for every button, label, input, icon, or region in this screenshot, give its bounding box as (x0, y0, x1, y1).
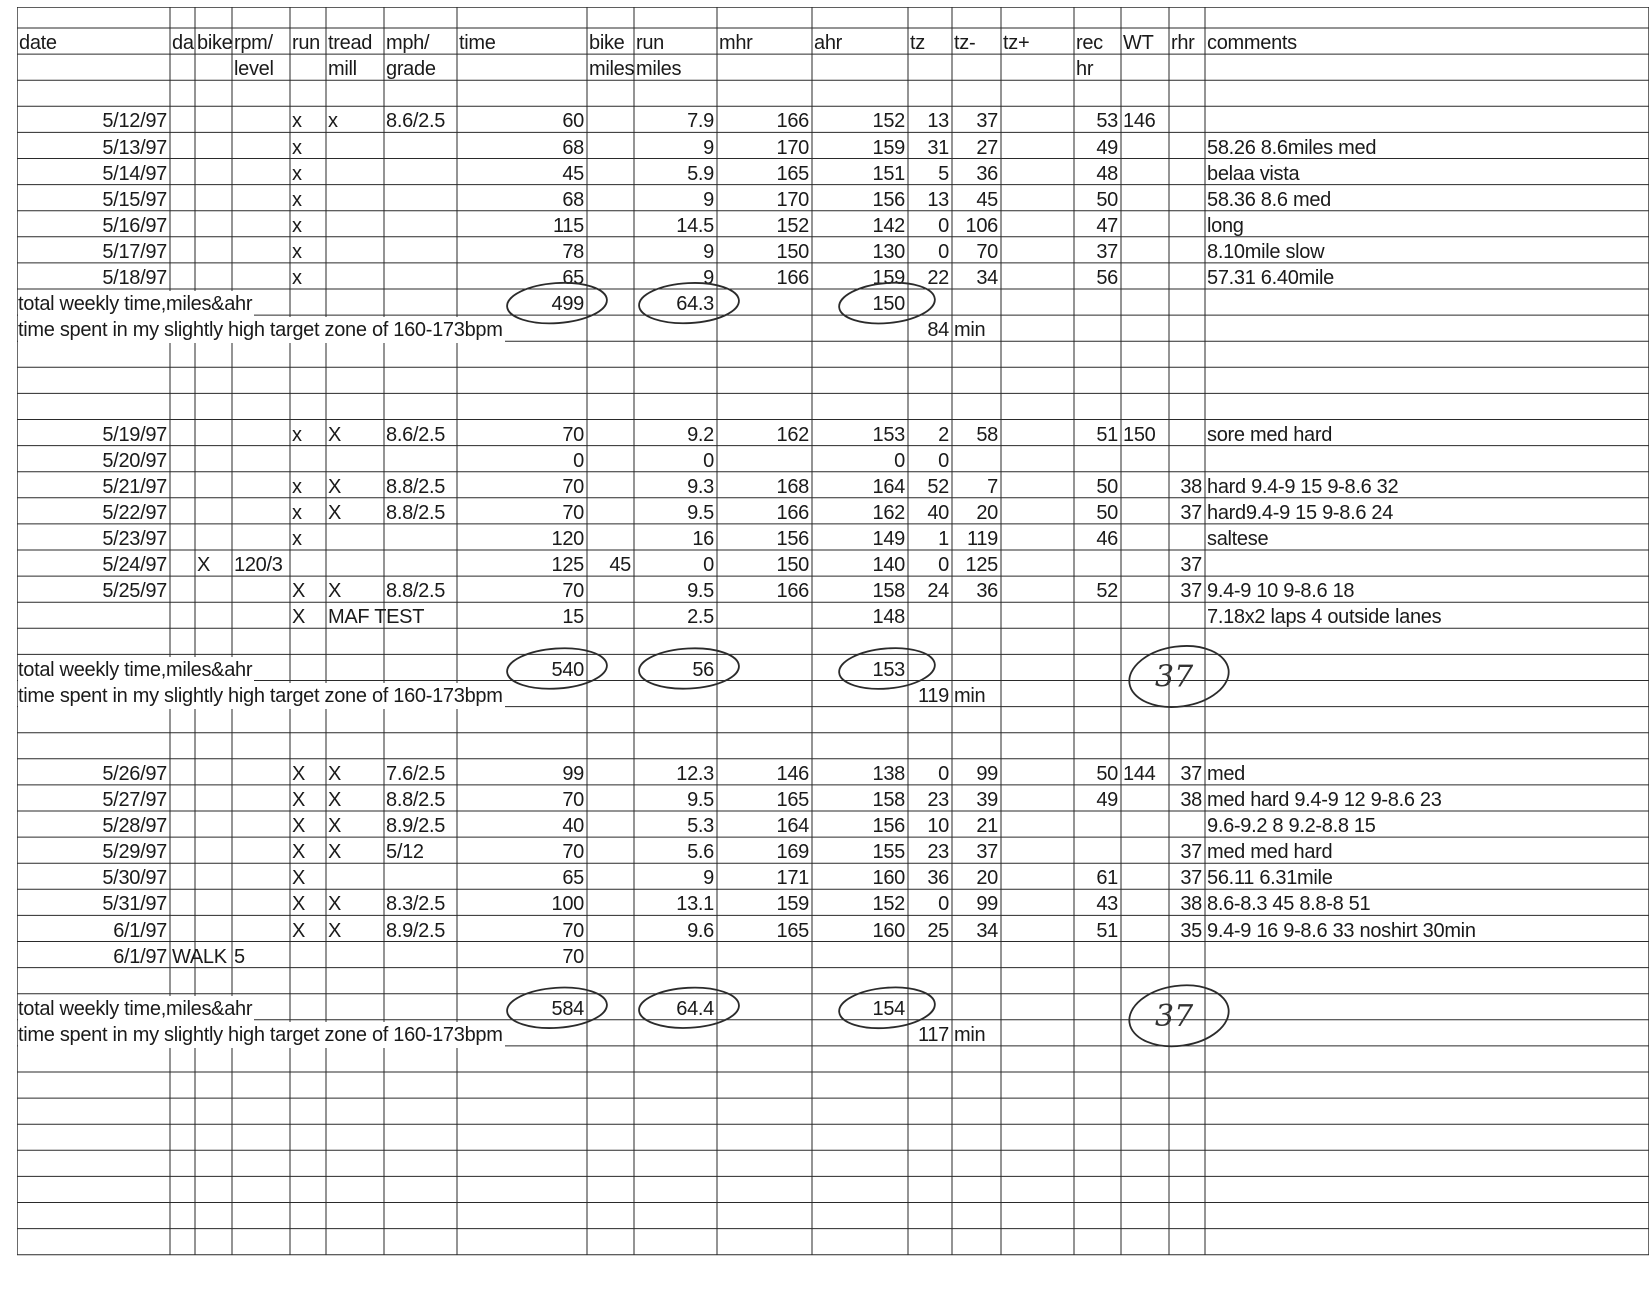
week1-run-miles: 9 (703, 267, 714, 289)
header-rpm-level: rpm/ (234, 32, 273, 55)
week3-ahr: 138 (872, 762, 905, 785)
week2-total-time: 540 (551, 658, 584, 681)
week2-bike: X (197, 554, 211, 577)
week1-wt: 146 (1123, 110, 1156, 133)
week2-mph-grade: 8.6/2.5 (386, 423, 446, 446)
week1-zone-unit: min (954, 319, 986, 342)
week3-comments: 9.4-9 16 9-8.6 33 noshirt 30min (1207, 919, 1476, 942)
week2-time: 70 (562, 501, 584, 524)
week1-comments: 8.10mile slow (1207, 240, 1325, 263)
week1-run: x (292, 240, 302, 263)
week3-rec-hr: 50 (1096, 762, 1118, 785)
week3-run-miles: 5.6 (687, 841, 714, 864)
week3-time: 70 (562, 945, 584, 968)
week2-date: 5/21/97 (102, 475, 167, 498)
week3-tz-minus: 99 (976, 762, 998, 785)
week1-rec-hr: 53 (1096, 110, 1118, 133)
week1-ahr: 159 (872, 267, 905, 289)
week3-run: X (292, 867, 306, 890)
week2-rec-hr: 50 (1096, 475, 1118, 498)
week2-wt: 150 (1123, 423, 1156, 446)
week3-mph-grade: 8.9/2.5 (386, 919, 446, 942)
week2-ahr: 158 (872, 580, 905, 603)
week3-date: 5/29/97 (102, 841, 167, 864)
header-bike: bike (197, 32, 233, 55)
week3-tz: 23 (927, 841, 949, 864)
week1-total-ahr: 150 (872, 293, 905, 316)
week3-treadmill: X (328, 919, 342, 942)
week1-ahr: 159 (872, 136, 905, 159)
week3-tz: 0 (938, 762, 949, 785)
week1-tz: 22 (927, 267, 949, 289)
week3-mhr: 171 (776, 867, 809, 890)
header-da: da (172, 32, 194, 55)
week1-date: 5/14/97 (102, 162, 167, 185)
week3-tz: 23 (927, 789, 949, 811)
week2-treadmill: X (328, 475, 342, 498)
week2-treadmill: X (328, 501, 342, 524)
week1-time: 68 (562, 136, 584, 159)
week2-tz: 40 (927, 501, 949, 524)
week2-comments: saltese (1207, 528, 1269, 550)
week2-run: x (292, 475, 302, 498)
week3-date: 6/1/97 (113, 919, 167, 942)
week3-run: X (292, 893, 306, 916)
week2-treadmill: X (328, 580, 342, 603)
week2-mhr: 166 (776, 580, 809, 603)
week3-date: 5/31/97 (102, 893, 167, 916)
week2-comments: 9.4-9 10 9-8.6 18 (1207, 580, 1355, 603)
week3-mph-grade: 8.8/2.5 (386, 789, 446, 811)
week1-date: 5/18/97 (102, 267, 167, 289)
week3-mhr: 169 (776, 841, 809, 864)
week3-rhr: 38 (1180, 893, 1202, 916)
week1-mhr: 165 (776, 162, 809, 185)
week2-time: 70 (562, 475, 584, 498)
week3-tz-minus: 20 (976, 867, 998, 890)
week2-zone-unit: min (954, 684, 986, 707)
week2-tz-minus: 125 (965, 554, 998, 577)
week1-date: 5/17/97 (102, 240, 167, 263)
header2-run-miles: miles (636, 58, 682, 81)
week1-comments: 58.26 8.6miles med (1207, 136, 1377, 159)
week2-ahr: 164 (872, 475, 905, 498)
week1-rec-hr: 48 (1096, 162, 1118, 185)
week1-ahr: 142 (872, 214, 905, 237)
week3-rpm-level: 5 (234, 945, 245, 968)
week2-ahr: 0 (894, 449, 905, 472)
header-rhr: rhr (1171, 32, 1195, 55)
week3-date: 6/1/97 (113, 945, 167, 968)
week2-run: x (292, 501, 302, 524)
week2-time: 70 (562, 423, 584, 446)
week1-zone-label: time spent in my slightly high target zone of 160-173bpm (18, 319, 503, 342)
week3-tz-minus: 37 (976, 841, 998, 864)
week3-treadmill: X (328, 815, 342, 838)
week2-tz-minus: 119 (967, 528, 998, 550)
week2-ahr: 149 (872, 528, 905, 550)
week2-mph-grade: 8.8/2.5 (386, 475, 446, 498)
week3-run: X (292, 815, 306, 838)
week3-comments: 9.6-9.2 8 9.2-8.8 15 (1207, 815, 1376, 838)
week1-total-label: total weekly time,miles&ahr (18, 293, 253, 316)
week1-mhr: 170 (776, 136, 809, 159)
week1-ahr: 152 (872, 110, 905, 133)
week2-treadmill: X (328, 423, 342, 446)
week1-tz-minus: 106 (965, 214, 998, 237)
week2-rhr: 37 (1180, 501, 1202, 524)
week2-zone-minutes: 119 (918, 684, 949, 707)
week3-total-miles: 64.4 (676, 997, 714, 1020)
week3-mph-grade: 7.6/2.5 (386, 762, 446, 785)
week2-ahr: 153 (872, 423, 905, 446)
week3-zone-label: time spent in my slightly high target zone of 160-173bpm (18, 1023, 503, 1046)
week3-time: 70 (562, 919, 584, 942)
week1-time: 45 (562, 162, 584, 185)
week2-ahr: 162 (872, 501, 905, 524)
week2-run-miles: 16 (692, 528, 714, 550)
week2-run-miles: 9.5 (687, 501, 714, 524)
header-tz-plus: tz+ (1003, 32, 1030, 55)
week2-date: 5/19/97 (102, 423, 167, 446)
week2-run: X (292, 606, 306, 629)
week3-run-miles: 9 (703, 867, 714, 890)
week2-rhr: 37 (1180, 554, 1202, 577)
week3-comments: 56.11 6.31mile (1207, 867, 1333, 890)
training-log-sheet (17, 7, 1649, 1292)
week1-run-miles: 7.9 (687, 110, 714, 133)
week2-total-label: total weekly time,miles&ahr (18, 658, 253, 681)
week1-total-time: 499 (551, 293, 584, 316)
header2-rpm-level: level (234, 58, 274, 81)
week3-treadmill: X (328, 789, 342, 811)
week2-comments: hard9.4-9 15 9-8.6 24 (1207, 501, 1394, 524)
week3-date: 5/27/97 (102, 789, 167, 811)
week1-time: 78 (562, 240, 584, 263)
week1-mph-grade: 8.6/2.5 (386, 110, 446, 133)
week2-mhr: 150 (776, 554, 809, 577)
week3-tz-minus: 39 (976, 789, 998, 811)
week2-mhr: 162 (776, 423, 809, 446)
week1-run-miles: 9 (703, 240, 714, 263)
week1-mhr: 166 (776, 110, 809, 133)
week3-wt: 144 (1123, 762, 1156, 785)
week3-time: 40 (562, 815, 584, 838)
week3-rhr: 37 (1180, 867, 1202, 890)
week1-zone-minutes: 84 (927, 319, 949, 342)
week1-run-miles: 9 (703, 136, 714, 159)
header-comments: comments (1207, 32, 1297, 55)
week1-tz-minus: 70 (976, 240, 998, 263)
week3-rhr: 35 (1180, 919, 1202, 942)
week2-time: 70 (562, 580, 584, 603)
week2-tz: 0 (938, 449, 949, 472)
week1-date: 5/12/97 (102, 110, 167, 133)
header-wt: WT (1123, 32, 1154, 55)
week1-rec-hr: 47 (1096, 214, 1118, 237)
week3-run: X (292, 789, 306, 811)
week2-rhr: 37 (1180, 580, 1202, 603)
week1-time: 115 (553, 214, 584, 237)
week2-mph-grade: 8.8/2.5 (386, 580, 446, 603)
week1-rec-hr: 49 (1096, 136, 1118, 159)
header-bike-miles: bike (589, 32, 625, 55)
week3-ahr: 160 (872, 919, 905, 942)
week3-mph-grade: 8.9/2.5 (386, 815, 446, 838)
week2-run: x (292, 423, 302, 446)
week3-run: X (292, 919, 306, 942)
week3-time: 70 (562, 789, 584, 811)
week3-run-miles: 9.6 (687, 919, 714, 942)
week2-tz-minus: 20 (976, 501, 998, 524)
header-tz-minus: tz- (954, 32, 976, 55)
week1-tz-minus: 36 (976, 162, 998, 185)
week3-run: X (292, 841, 306, 864)
week1-rec-hr: 37 (1096, 240, 1118, 263)
week2-tz: 2 (938, 423, 949, 446)
week2-date: 5/20/97 (102, 449, 167, 472)
week3-tz: 25 (927, 919, 949, 942)
week1-date: 5/13/97 (102, 136, 167, 159)
week2-time: 15 (562, 606, 584, 629)
week3-mhr: 159 (776, 893, 809, 916)
week3-ahr: 160 (872, 867, 905, 890)
header2-treadmill: mill (328, 58, 357, 81)
week3-rec-hr: 51 (1096, 919, 1118, 942)
week2-run: x (292, 528, 302, 550)
week2-rec-hr: 51 (1096, 423, 1118, 446)
week2-date: 5/23/97 (102, 528, 167, 550)
header-run: run (292, 32, 321, 55)
week1-ahr: 151 (872, 162, 905, 185)
week1-ahr: 156 (872, 188, 905, 211)
week3-rec-hr: 49 (1096, 789, 1118, 811)
week1-tz: 31 (927, 136, 949, 159)
week3-ahr: 155 (872, 841, 905, 864)
week1-tz: 13 (927, 110, 949, 133)
week3-run-miles: 5.3 (687, 815, 714, 838)
week2-rec-hr: 46 (1096, 528, 1118, 550)
week3-mph-grade: 8.3/2.5 (386, 893, 446, 916)
week3-ahr: 156 (872, 815, 905, 838)
week3-da: WALK (172, 945, 227, 968)
week2-date: 5/24/97 (102, 554, 167, 577)
week2-rhr: 38 (1180, 475, 1202, 498)
week1-tz: 5 (938, 162, 949, 185)
week3-run-miles: 13.1 (676, 893, 714, 916)
week3-treadmill: X (328, 762, 342, 785)
week1-run: x (292, 214, 302, 237)
week2-ahr: 140 (872, 554, 905, 577)
week1-comments: belaa vista (1207, 162, 1300, 185)
week2-comments: hard 9.4-9 15 9-8.6 32 (1207, 475, 1399, 498)
week2-mhr: 166 (776, 501, 809, 524)
week3-comments: med (1207, 762, 1246, 785)
header-time: time (459, 32, 496, 55)
week3-total-time: 584 (551, 997, 584, 1020)
header-run-miles: run (636, 32, 665, 55)
week1-tz-minus: 45 (976, 188, 998, 211)
week1-run: x (292, 267, 302, 289)
week3-tz-minus: 21 (976, 815, 998, 838)
week3-total-ahr: 154 (872, 997, 905, 1020)
week2-tz-minus: 58 (976, 423, 998, 446)
week3-ahr: 152 (872, 893, 905, 916)
week3-time: 100 (551, 893, 584, 916)
week2-run-miles: 9.5 (687, 580, 714, 603)
week1-ahr: 130 (872, 240, 905, 263)
week1-run: x (292, 136, 302, 159)
week1-tz-minus: 34 (976, 267, 998, 289)
week3-zone-unit: min (954, 1023, 986, 1046)
header-mph-grade: mph/ (386, 32, 430, 55)
header2-rec-hr: hr (1076, 58, 1094, 81)
week3-ahr: 158 (872, 789, 905, 811)
week3-rhr: 37 (1180, 762, 1202, 785)
week3-run-miles: 12.3 (676, 762, 714, 785)
week3-date: 5/30/97 (102, 867, 167, 890)
header-ahr: ahr (814, 32, 843, 55)
week2-total-miles: 56 (692, 658, 714, 681)
week2-run-miles: 0 (703, 449, 714, 472)
week1-tz-minus: 37 (976, 110, 998, 133)
week1-comments: 58.36 8.6 med (1207, 188, 1331, 211)
week2-run-miles: 9.3 (687, 475, 714, 498)
week3-tz-minus: 99 (976, 893, 998, 916)
week3-rec-hr: 43 (1096, 893, 1118, 916)
week2-comments: 7.18x2 laps 4 outside lanes (1207, 606, 1442, 629)
header-rec-hr: rec (1076, 32, 1103, 55)
week2-rec-hr: 52 (1096, 580, 1118, 603)
week3-rhr: 37 (1180, 841, 1202, 864)
week3-treadmill: X (328, 893, 342, 916)
week2-zone-label: time spent in my slightly high target zone of 160-173bpm (18, 684, 503, 707)
week1-rec-hr: 50 (1096, 188, 1118, 211)
week2-bike-miles: 45 (609, 554, 631, 577)
week3-run-miles: 9.5 (687, 789, 714, 811)
week3-mhr: 165 (776, 919, 809, 942)
week2-time: 0 (573, 449, 584, 472)
week2-tz: 52 (927, 475, 949, 498)
week1-mhr: 166 (776, 267, 809, 289)
week2-rpm-level: 120/3 (234, 554, 283, 577)
week3-total-label: total weekly time,miles&ahr (18, 997, 253, 1020)
week3-tz-minus: 34 (976, 919, 998, 942)
week3-comments: med med hard (1207, 841, 1333, 864)
week2-tz: 0 (938, 554, 949, 577)
week3-mhr: 165 (776, 789, 809, 811)
week2-total-ahr: 153 (872, 658, 905, 681)
week2-run-miles: 2.5 (687, 606, 714, 629)
week3-tz: 0 (938, 893, 949, 916)
week1-rec-hr: 56 (1096, 267, 1118, 289)
week1-time: 68 (562, 188, 584, 211)
week3-comments: 8.6-8.3 45 8.8-8 51 (1207, 893, 1371, 916)
week1-time: 60 (562, 110, 584, 133)
header-date: date (19, 32, 57, 55)
week1-mhr: 152 (776, 214, 809, 237)
week3-date: 5/28/97 (102, 815, 167, 838)
week1-run-miles: 5.9 (687, 162, 714, 185)
week1-mhr: 170 (776, 188, 809, 211)
week2-treadmill: MAF TEST (328, 606, 425, 629)
week1-time: 65 (562, 267, 584, 289)
week1-treadmill: x (328, 110, 338, 133)
week3-comments: med hard 9.4-9 12 9-8.6 23 (1207, 789, 1442, 811)
week3-mph-grade: 5/12 (386, 841, 424, 864)
week1-run: x (292, 188, 302, 211)
week2-ahr: 148 (872, 606, 905, 629)
week1-run: x (292, 162, 302, 185)
header-mhr: mhr (719, 32, 753, 55)
week2-comments: sore med hard (1207, 423, 1333, 446)
week3-date: 5/26/97 (102, 762, 167, 785)
week2-time: 125 (551, 554, 584, 577)
header2-bike-miles: miles (589, 58, 635, 81)
week3-rhr: 38 (1180, 789, 1202, 811)
header2-mph-grade: grade (386, 58, 436, 81)
week1-comments: long (1207, 214, 1244, 237)
week1-run-miles: 9 (703, 188, 714, 211)
week2-time: 120 (551, 528, 584, 550)
week1-comments: 57.31 6.40mile (1207, 267, 1335, 289)
week1-run-miles: 14.5 (676, 214, 714, 237)
week2-date: 5/25/97 (102, 580, 167, 603)
week2-rec-hr: 50 (1096, 501, 1118, 524)
week1-date: 5/15/97 (102, 188, 167, 211)
week2-run: X (292, 580, 306, 603)
week1-date: 5/16/97 (102, 214, 167, 237)
week3-rec-hr: 61 (1096, 867, 1118, 890)
week3-run: X (292, 762, 306, 785)
week1-tz: 13 (927, 188, 949, 211)
week3-treadmill: X (328, 841, 342, 864)
week2-mhr: 156 (776, 528, 809, 550)
week3-tz: 36 (927, 867, 949, 890)
week3-time: 65 (562, 867, 584, 890)
week1-tz: 0 (938, 240, 949, 263)
week2-date: 5/22/97 (102, 501, 167, 524)
header-treadmill: tread (328, 32, 373, 55)
week2-tz-minus: 7 (987, 475, 998, 498)
week2-run-miles: 9.2 (687, 423, 714, 446)
week3-mhr: 164 (776, 815, 809, 838)
week3-time: 70 (562, 841, 584, 864)
header-tz: tz (910, 32, 925, 55)
week2-mph-grade: 8.8/2.5 (386, 501, 446, 524)
week1-tz-minus: 27 (976, 136, 998, 159)
week2-rhr-handwritten: 37 (1155, 659, 1194, 695)
week2-tz: 1 (938, 528, 949, 550)
week2-tz-minus: 36 (976, 580, 998, 603)
week3-zone-minutes: 117 (918, 1023, 949, 1046)
week1-total-miles: 64.3 (676, 293, 714, 316)
week2-tz: 24 (927, 580, 949, 603)
week3-mhr: 146 (776, 762, 809, 785)
week2-run-miles: 0 (703, 554, 714, 577)
week3-time: 99 (562, 762, 584, 785)
week1-mhr: 150 (776, 240, 809, 263)
week1-tz: 0 (938, 214, 949, 237)
week2-mhr: 168 (776, 475, 809, 498)
week1-run: x (292, 110, 302, 133)
week3-tz: 10 (927, 815, 949, 838)
week3-rhr-handwritten: 37 (1155, 998, 1194, 1034)
